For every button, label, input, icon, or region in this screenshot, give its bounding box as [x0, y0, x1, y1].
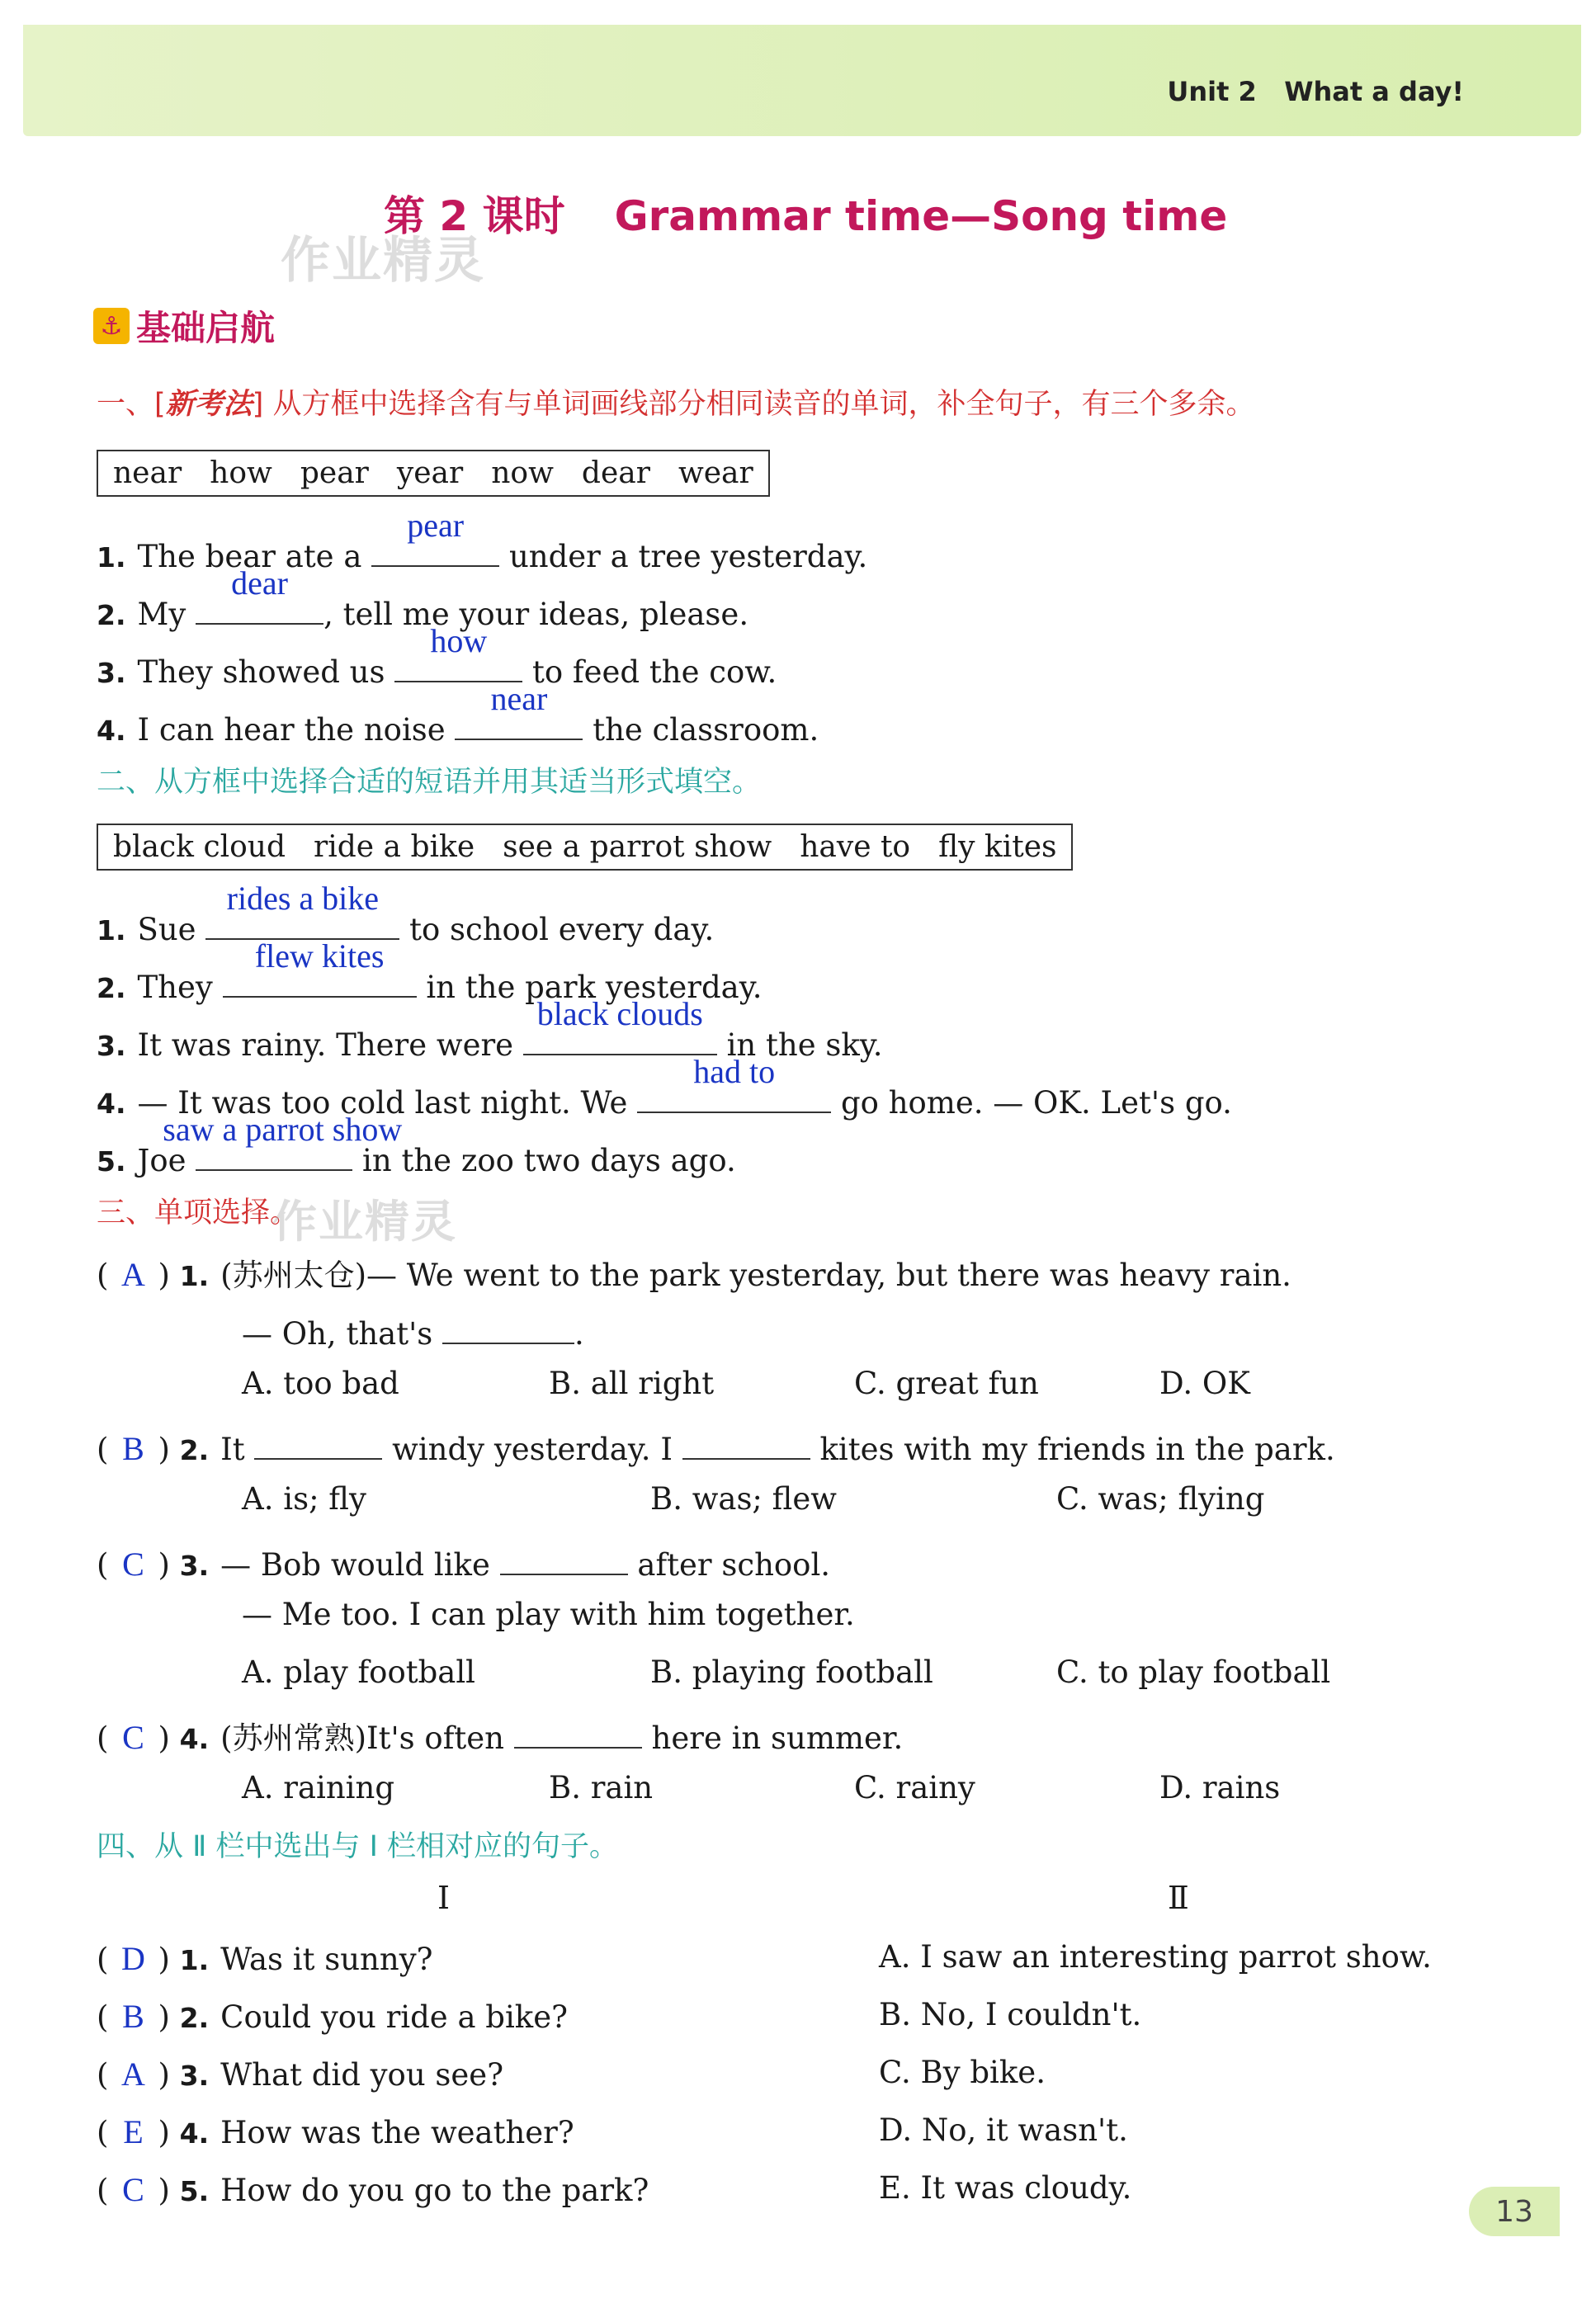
option[interactable]: C. great fun — [854, 1366, 1039, 1401]
option[interactable]: D. OK — [1159, 1366, 1250, 1401]
answer-blank[interactable] — [254, 1423, 382, 1460]
section-title: 基础启航 — [136, 308, 276, 348]
part3-heading: 三、单项选择。 — [97, 1196, 300, 1230]
match-item: ( E ) 4. How was the weather? — [97, 2113, 574, 2150]
match-option: B. No, I couldn't. — [879, 1997, 1142, 2032]
option[interactable]: D. rains — [1159, 1770, 1281, 1805]
answer-letter[interactable]: B — [122, 1998, 144, 2035]
answer-letter[interactable]: C — [122, 1719, 144, 1756]
option[interactable]: C. rainy — [854, 1770, 975, 1805]
part2-question: 1. Sue rides a bike to school every day. — [97, 880, 715, 947]
option[interactable]: C. to play football — [1056, 1654, 1331, 1690]
new-exam-tag: 新考法 — [165, 388, 253, 421]
match-item: ( D ) 1. Was it sunny? — [97, 1940, 433, 1977]
match-option: E. It was cloudy. — [879, 2170, 1132, 2206]
match-item: ( A ) 3. What did you see? — [97, 2055, 504, 2093]
match-item: ( C ) 5. How do you go to the park? — [97, 2171, 649, 2208]
lesson-title — [384, 183, 1227, 243]
watermark: 作业精灵 — [281, 232, 485, 290]
answer-blank[interactable] — [514, 1712, 642, 1749]
lesson-number: 第 2 课时 — [384, 192, 565, 240]
answer-blank[interactable]: rides a bike — [205, 904, 399, 940]
answer-letter[interactable]: E — [123, 2113, 144, 2150]
column-1-label: Ⅰ — [437, 1880, 451, 1916]
part1-question: 1. The bear ate a pear under a tree yesterday. — [97, 507, 868, 574]
answer-blank[interactable]: flew kites — [223, 961, 417, 998]
option[interactable]: A. play football — [242, 1654, 476, 1690]
match-option: C. By bike. — [879, 2055, 1046, 2090]
option[interactable]: A. too bad — [242, 1366, 399, 1401]
anchor-icon: ⚓ — [93, 308, 130, 344]
choice-question-line: — Oh, that's . — [242, 1308, 584, 1352]
phrase-box: black cloud ride a bike see a parrot show have to fly kites — [97, 824, 1073, 871]
match-item: ( B ) 2. Could you ride a bike? — [97, 1998, 568, 2035]
choice-question: ( C ) 3. — Bob would like after school. — [97, 1539, 830, 1584]
answer-letter[interactable]: C — [122, 2171, 144, 2208]
match-option: A. I saw an interesting parrot show. — [879, 1939, 1432, 1975]
part2-question: 5. Joe saw a parrot show in the zoo two days ago. — [97, 1111, 736, 1178]
option[interactable]: B. all right — [549, 1366, 715, 1401]
unit-title — [1167, 76, 1464, 107]
answer-blank[interactable]: how — [394, 646, 522, 682]
choice-question: ( A ) 1. (苏州太仓)— We went to the park yesterday, but there was heavy rain. — [97, 1256, 1291, 1293]
part1-heading: 一、[新考法] 从方框中选择含有与单词画线部分相同读音的单词，补全句子，有三个多余。 — [97, 388, 1255, 421]
part2-question: 4. — It was too cold last night. We had to go home. — OK. Let's go. — [97, 1053, 1232, 1121]
answer-blank[interactable]: black clouds — [523, 1019, 717, 1055]
match-option: D. No, it wasn't. — [879, 2112, 1128, 2148]
lesson-name: Grammar time—Song time — [614, 192, 1228, 240]
answer-letter[interactable]: A — [120, 2055, 145, 2093]
part2-heading: 二、从方框中选择合适的短语并用其适当形式填空。 — [97, 766, 762, 799]
answer-letter[interactable]: B — [122, 1430, 144, 1467]
choice-question: ( C ) 4. (苏州常熟)It's often here in summer. — [97, 1712, 903, 1758]
answer-blank[interactable]: pear — [371, 531, 499, 567]
answer-blank[interactable] — [442, 1308, 574, 1344]
watermark: 作业精灵 — [272, 1196, 457, 1248]
option[interactable]: B. playing football — [650, 1654, 933, 1690]
answer-letter[interactable]: C — [122, 1546, 144, 1583]
part1-question: 4. I can hear the noise near the classroom. — [97, 680, 819, 748]
part1-question: 2. My dear , tell me your ideas, please. — [97, 564, 749, 632]
option[interactable]: A. raining — [242, 1770, 394, 1805]
option[interactable]: B. was; flew — [650, 1481, 837, 1517]
answer-blank[interactable] — [682, 1423, 810, 1460]
answer-letter[interactable]: D — [120, 1940, 145, 1977]
answer-letter[interactable]: A — [120, 1256, 145, 1293]
answer-blank[interactable]: saw a parrot show — [196, 1135, 352, 1171]
part2-question: 3. It was rainy. There were black clouds in the sky. — [97, 995, 883, 1063]
option[interactable]: C. was; flying — [1056, 1481, 1265, 1517]
answer-blank[interactable]: near — [455, 704, 583, 740]
part4-heading: 四、从 Ⅱ 栏中选出与 Ⅰ 栏相对应的句子。 — [97, 1830, 619, 1863]
option[interactable]: B. rain — [549, 1770, 654, 1805]
part1-question: 3. They showed us how to feed the cow. — [97, 622, 777, 690]
answer-blank[interactable] — [500, 1539, 628, 1575]
choice-question: ( B ) 2. It windy yesterday. I kites with my friends in the park. — [97, 1423, 1335, 1468]
word-box: near how pear year now dear wear — [97, 450, 770, 497]
unit-label: Unit 2 — [1167, 76, 1257, 107]
answer-blank[interactable]: had to — [637, 1077, 831, 1113]
section-heading — [93, 301, 275, 351]
part2-question: 2. They flew kites in the park yesterday. — [97, 937, 763, 1005]
choice-question-line: — Me too. I can play with him together. — [242, 1597, 855, 1632]
option[interactable]: A. is; fly — [242, 1481, 366, 1517]
column-2-label: Ⅱ — [1168, 1880, 1189, 1916]
unit-name: What a day! — [1284, 76, 1464, 107]
page-number: 13 — [1469, 2187, 1560, 2236]
answer-blank[interactable]: dear — [196, 588, 323, 625]
